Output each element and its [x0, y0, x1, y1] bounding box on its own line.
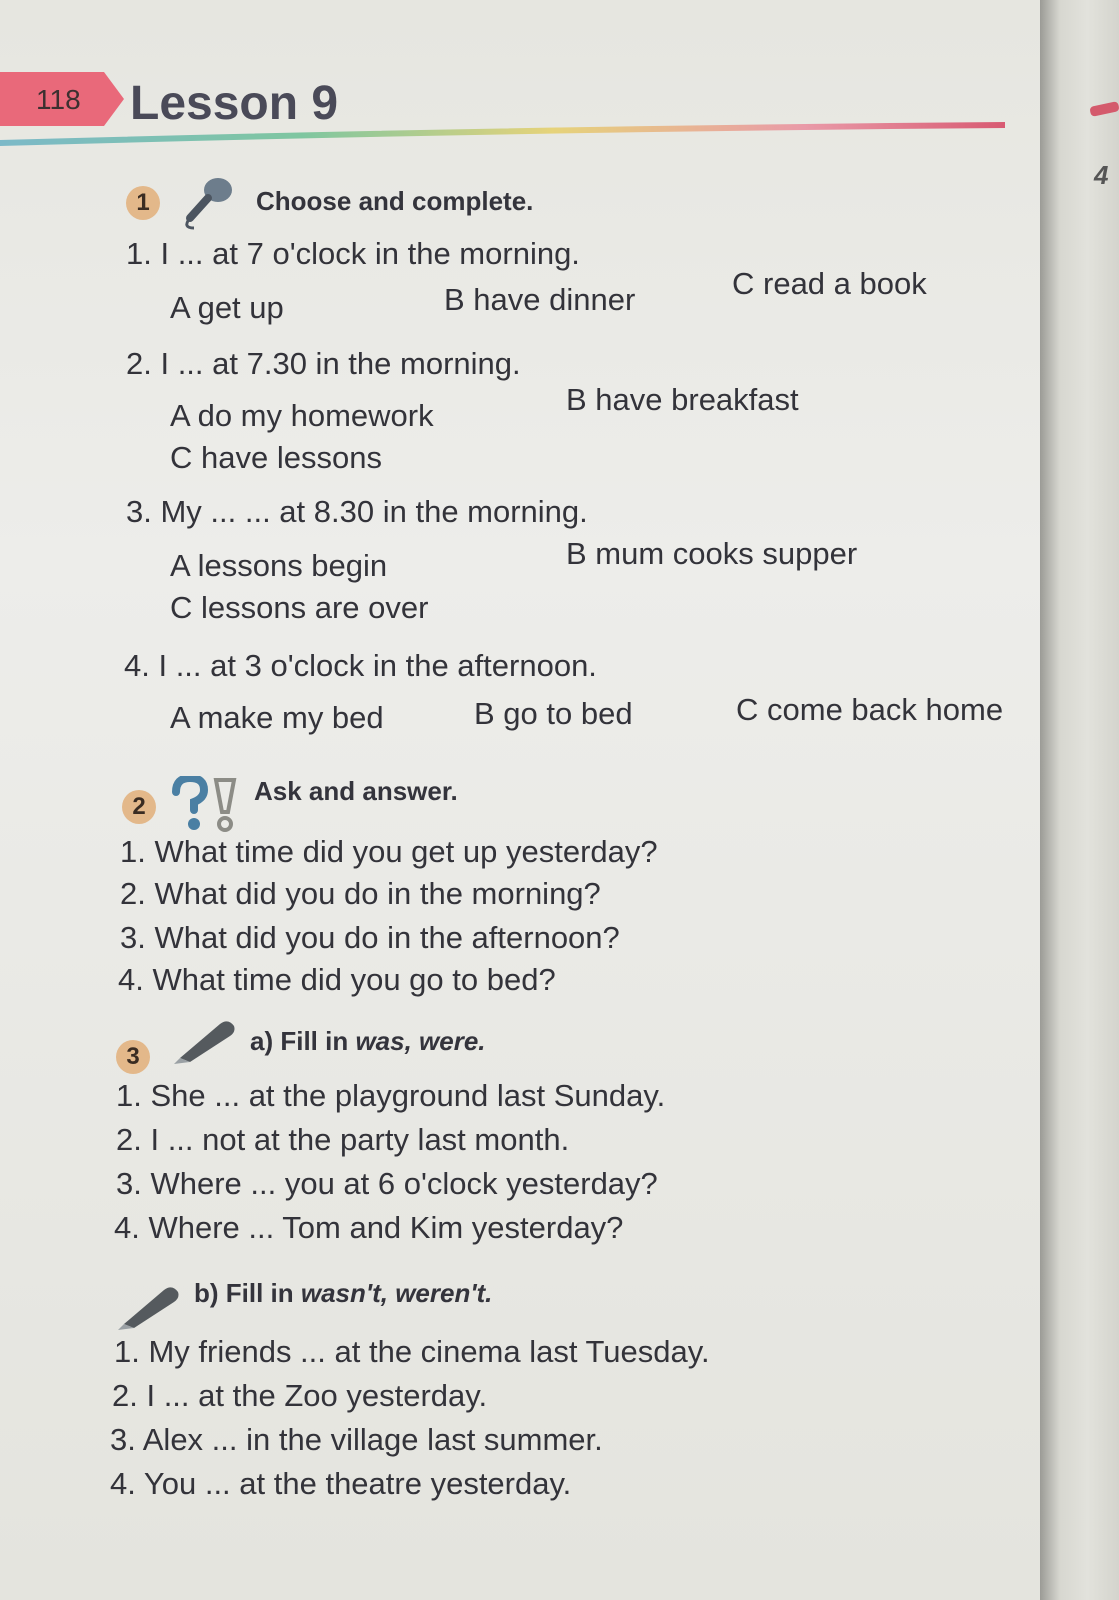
exercise-1-number: 1 [126, 186, 160, 220]
book-spine [1040, 0, 1119, 1600]
ex3b-item-1: 1. My friends ... at the cinema last Tuesday. [114, 1334, 710, 1369]
exercise-3a-instruction [250, 1026, 486, 1057]
exercise-2-instruction: Ask and answer. [254, 776, 458, 806]
ex3a-item-1: 1. She ... at the playground last Sunday. [116, 1078, 666, 1113]
ex2-question-1: 1. What time did you get up yesterday? [120, 834, 658, 869]
ex1-item-4-option-c: C come back home [736, 692, 1004, 727]
ex1-item-4-option-a: A make my bed [170, 700, 384, 735]
next-page-number: 4 [1094, 160, 1109, 190]
ex1-item-2-option-c: C have lessons [170, 440, 382, 475]
exercise-3b-label: b) Fill in [194, 1278, 301, 1308]
ex1-item-3-option-b: B mum cooks supper [566, 536, 858, 571]
microphone-icon [180, 172, 238, 230]
lesson-title: Lesson 9 [130, 77, 339, 130]
exercise-2-number: 2 [122, 790, 156, 824]
rainbow-underline [0, 122, 1030, 150]
pencil-icon-b [116, 1284, 182, 1330]
ex1-item-2-option-a: A do my homework [170, 398, 434, 433]
ex1-item-2-option-b: B have breakfast [566, 382, 799, 417]
question-exclamation-icon [170, 776, 238, 832]
ex1-item-4-sentence: 4. I ... at 3 o'clock in the afternoon. [124, 648, 597, 683]
ex1-item-1-option-a: A get up [170, 290, 284, 325]
exercise-3-number: 3 [116, 1040, 150, 1074]
ex1-item-1-sentence: 1. I ... at 7 o'clock in the morning. [126, 236, 580, 271]
ex3b-item-4: 4. You ... at the theatre yesterday. [110, 1466, 572, 1501]
page-number-tab-arrow [104, 72, 124, 126]
ex1-item-3-sentence: 3. My ... ... at 8.30 in the morning. [126, 494, 588, 529]
exercise-3b-words: wasn't, weren't. [300, 1278, 493, 1308]
ex2-question-4: 4. What time did you go to bed? [118, 962, 556, 997]
ex1-item-4-option-b: B go to bed [474, 696, 633, 731]
ex3b-item-2: 2. I ... at the Zoo yesterday. [112, 1378, 488, 1413]
ex1-item-2-sentence: 2. I ... at 7.30 in the morning. [126, 346, 521, 381]
ex3a-item-3: 3. Where ... you at 6 o'clock yesterday? [116, 1166, 658, 1201]
ex1-item-3-option-a: A lessons begin [170, 548, 388, 583]
ex3a-item-2: 2. I ... not at the party last month. [116, 1122, 570, 1157]
exercise-1-instruction: Choose and complete. [256, 186, 534, 216]
page-number: 118 [36, 84, 81, 115]
ex1-item-3-option-c: C lessons are over [170, 590, 429, 625]
ex1-item-1-option-c: C read a book [732, 266, 927, 301]
ex2-question-2: 2. What did you do in the morning? [120, 876, 601, 911]
exercise-3a-words: was, were. [355, 1026, 486, 1056]
ex3b-item-3: 3. Alex ... in the village last summer. [110, 1422, 603, 1457]
ex1-item-1-option-b: B have dinner [444, 282, 636, 317]
exercise-3b-instruction [194, 1278, 492, 1309]
ex2-question-3: 3. What did you do in the afternoon? [120, 920, 620, 955]
exercise-3a-label: a) Fill in [250, 1026, 356, 1056]
ex3a-item-4: 4. Where ... Tom and Kim yesterday? [114, 1210, 624, 1245]
pencil-icon [172, 1018, 238, 1064]
